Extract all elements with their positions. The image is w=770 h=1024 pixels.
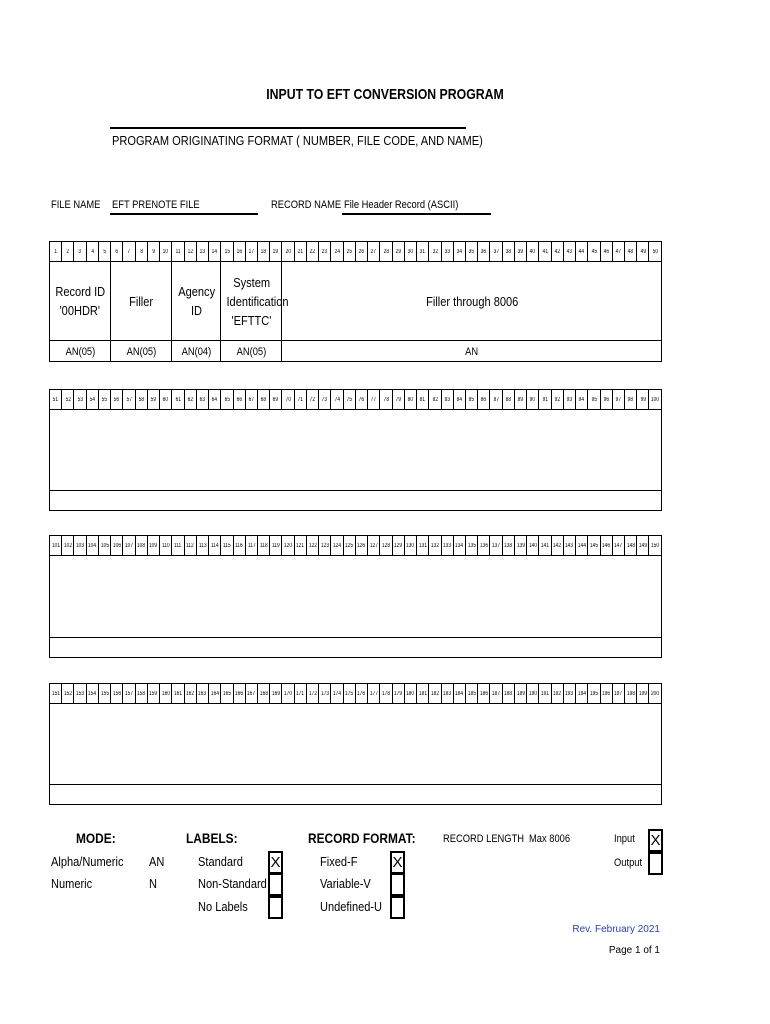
position-cell-58: 58 — [135, 390, 147, 410]
position-cell-26: 26 — [355, 242, 367, 262]
position-cell-116: 116 — [233, 536, 245, 556]
position-cell-156: 156 — [111, 684, 123, 704]
position-cell-70: 70 — [282, 390, 294, 410]
position-cell-87: 87 — [490, 390, 502, 410]
labels-non-standard-label: Non-Standard — [198, 876, 267, 891]
position-cell-191: 191 — [539, 684, 551, 704]
position-cell-198: 198 — [625, 684, 637, 704]
position-cell-178: 178 — [380, 684, 392, 704]
position-cell-158: 158 — [135, 684, 147, 704]
position-cell-171: 171 — [294, 684, 306, 704]
field-filler-through: Filler through 8006 — [282, 262, 662, 341]
page-number: Page 1 of 1 — [608, 945, 660, 956]
position-cell-111: 111 — [172, 536, 184, 556]
field-record-id: Record ID '00HDR' — [50, 262, 111, 341]
position-cell-183: 183 — [441, 684, 453, 704]
position-cell-6: 6 — [111, 242, 123, 262]
record-format-variable-checkbox[interactable] — [390, 873, 405, 896]
position-cell-152: 152 — [62, 684, 74, 704]
labels-no-labels-checkbox[interactable] — [268, 896, 283, 919]
format-filler: AN(05) — [111, 341, 172, 362]
position-cell-93: 93 — [563, 390, 575, 410]
position-cell-193: 193 — [563, 684, 575, 704]
position-cell-126: 126 — [355, 536, 367, 556]
block-2-format — [50, 491, 662, 511]
position-cell-32: 32 — [429, 242, 441, 262]
position-cell-99: 99 — [637, 390, 649, 410]
position-cell-88: 88 — [502, 390, 514, 410]
position-cell-115: 115 — [221, 536, 233, 556]
position-cell-161: 161 — [172, 684, 184, 704]
position-cell-48: 48 — [625, 242, 637, 262]
position-cell-167: 167 — [245, 684, 257, 704]
revision-note: Rev. February 2021 — [572, 924, 660, 935]
labels-standard-checkbox[interactable]: X — [268, 851, 283, 874]
position-cell-42: 42 — [551, 242, 563, 262]
position-cell-98: 98 — [625, 390, 637, 410]
position-cell-118: 118 — [257, 536, 269, 556]
position-cell-91: 91 — [539, 390, 551, 410]
position-cell-52: 52 — [62, 390, 74, 410]
record-format-fixed-label: Fixed-F — [320, 854, 358, 869]
position-cell-157: 157 — [123, 684, 135, 704]
position-cell-80: 80 — [404, 390, 416, 410]
position-cell-155: 155 — [98, 684, 110, 704]
position-cell-73: 73 — [319, 390, 331, 410]
position-cell-49: 49 — [637, 242, 649, 262]
labels-standard-label: Standard — [198, 854, 243, 869]
position-cell-7: 7 — [123, 242, 135, 262]
position-cell-200: 200 — [649, 684, 662, 704]
position-cell-60: 60 — [160, 390, 172, 410]
position-cell-63: 63 — [196, 390, 208, 410]
position-cell-188: 188 — [502, 684, 514, 704]
mode-numeric-label: Numeric — [51, 876, 93, 891]
position-cell-182: 182 — [429, 684, 441, 704]
position-cell-192: 192 — [551, 684, 563, 704]
position-cell-57: 57 — [123, 390, 135, 410]
position-cell-64: 64 — [209, 390, 221, 410]
position-cell-45: 45 — [588, 242, 600, 262]
block-3-body — [50, 556, 662, 638]
position-cell-163: 163 — [196, 684, 208, 704]
io-input-label: Input — [614, 833, 635, 845]
position-cell-138: 138 — [502, 536, 514, 556]
position-cell-129: 129 — [392, 536, 404, 556]
position-cell-14: 14 — [209, 242, 221, 262]
position-cell-30: 30 — [404, 242, 416, 262]
record-format-fixed-checkbox[interactable]: X — [390, 851, 405, 874]
file-name-underline — [110, 213, 258, 215]
position-cell-177: 177 — [368, 684, 380, 704]
position-cell-38: 38 — [502, 242, 514, 262]
position-cell-131: 131 — [417, 536, 429, 556]
record-layout-block-2 — [49, 389, 662, 511]
io-output-label: Output — [614, 857, 643, 869]
position-cell-9: 9 — [147, 242, 159, 262]
position-cell-69: 69 — [270, 390, 282, 410]
position-cell-96: 96 — [600, 390, 612, 410]
position-cell-128: 128 — [380, 536, 392, 556]
position-cell-47: 47 — [612, 242, 624, 262]
position-cell-104: 104 — [86, 536, 98, 556]
position-cell-5: 5 — [98, 242, 110, 262]
record-length-label: RECORD LENGTH — [443, 833, 525, 845]
position-cell-113: 113 — [196, 536, 208, 556]
position-cell-169: 169 — [270, 684, 282, 704]
position-cell-79: 79 — [392, 390, 404, 410]
position-cell-56: 56 — [111, 390, 123, 410]
position-cell-102: 102 — [62, 536, 74, 556]
form-subtitle: PROGRAM ORIGINATING FORMAT ( NUMBER, FILE CODE, AND NAME) — [112, 133, 483, 148]
position-cell-85: 85 — [465, 390, 477, 410]
position-cell-137: 137 — [490, 536, 502, 556]
record-layout-block-1 — [49, 241, 662, 362]
position-cell-81: 81 — [417, 390, 429, 410]
position-cell-3: 3 — [74, 242, 86, 262]
position-cell-1: 1 — [50, 242, 62, 262]
position-cell-68: 68 — [257, 390, 269, 410]
position-cell-127: 127 — [368, 536, 380, 556]
position-cell-53: 53 — [74, 390, 86, 410]
form-title: INPUT TO EFT CONVERSION PROGRAM — [266, 86, 504, 103]
position-cell-29: 29 — [392, 242, 404, 262]
position-cell-125: 125 — [343, 536, 355, 556]
position-cell-72: 72 — [306, 390, 318, 410]
position-cell-100: 100 — [649, 390, 662, 410]
position-cell-142: 142 — [551, 536, 563, 556]
position-cell-172: 172 — [306, 684, 318, 704]
record-format-variable-label: Variable-V — [320, 876, 371, 891]
position-cell-147: 147 — [612, 536, 624, 556]
position-cell-76: 76 — [355, 390, 367, 410]
position-cell-41: 41 — [539, 242, 551, 262]
position-cell-110: 110 — [160, 536, 172, 556]
position-cell-105: 105 — [98, 536, 110, 556]
position-cell-94: 94 — [576, 390, 588, 410]
position-cell-59: 59 — [147, 390, 159, 410]
position-cell-4: 4 — [86, 242, 98, 262]
position-cell-34: 34 — [453, 242, 465, 262]
position-cell-18: 18 — [257, 242, 269, 262]
position-cell-145: 145 — [588, 536, 600, 556]
record-name-value: File Header Record (ASCII) — [344, 199, 459, 211]
position-cell-95: 95 — [588, 390, 600, 410]
position-cell-106: 106 — [111, 536, 123, 556]
position-cell-180: 180 — [404, 684, 416, 704]
position-cell-86: 86 — [478, 390, 490, 410]
position-cell-67: 67 — [245, 390, 257, 410]
position-cell-153: 153 — [74, 684, 86, 704]
position-cell-84: 84 — [453, 390, 465, 410]
position-cell-189: 189 — [514, 684, 526, 704]
position-cell-170: 170 — [282, 684, 294, 704]
position-cell-141: 141 — [539, 536, 551, 556]
format-system-identification: AN(05) — [221, 341, 282, 362]
position-cell-175: 175 — [343, 684, 355, 704]
position-cell-174: 174 — [331, 684, 343, 704]
file-name-value: EFT PRENOTE FILE — [112, 199, 200, 211]
position-cell-31: 31 — [417, 242, 429, 262]
position-cell-8: 8 — [135, 242, 147, 262]
position-cell-82: 82 — [429, 390, 441, 410]
position-cell-184: 184 — [453, 684, 465, 704]
position-cell-16: 16 — [233, 242, 245, 262]
io-input-checkbox[interactable]: X — [648, 829, 663, 852]
position-cell-33: 33 — [441, 242, 453, 262]
position-cell-23: 23 — [319, 242, 331, 262]
position-cell-166: 166 — [233, 684, 245, 704]
position-cell-197: 197 — [612, 684, 624, 704]
position-cell-150: 150 — [649, 536, 662, 556]
record-format-undefined-checkbox[interactable] — [390, 896, 405, 919]
position-cell-28: 28 — [380, 242, 392, 262]
position-cell-151: 151 — [50, 684, 62, 704]
position-cell-149: 149 — [637, 536, 649, 556]
position-cell-190: 190 — [527, 684, 539, 704]
position-cell-146: 146 — [600, 536, 612, 556]
position-cell-121: 121 — [294, 536, 306, 556]
position-cell-196: 196 — [600, 684, 612, 704]
position-cell-22: 22 — [306, 242, 318, 262]
position-cell-21: 21 — [294, 242, 306, 262]
position-cell-148: 148 — [625, 536, 637, 556]
position-cell-37: 37 — [490, 242, 502, 262]
format-agency-id: AN(04) — [172, 341, 221, 362]
labels-no-labels-label: No Labels — [198, 899, 248, 914]
position-cell-17: 17 — [245, 242, 257, 262]
position-cell-62: 62 — [184, 390, 196, 410]
position-cell-112: 112 — [184, 536, 196, 556]
position-cell-2: 2 — [62, 242, 74, 262]
mode-title: MODE: — [76, 830, 116, 846]
position-cell-181: 181 — [417, 684, 429, 704]
position-cell-173: 173 — [319, 684, 331, 704]
position-cell-83: 83 — [441, 390, 453, 410]
position-cell-46: 46 — [600, 242, 612, 262]
block-4-format — [50, 785, 662, 805]
position-cell-140: 140 — [527, 536, 539, 556]
position-cell-123: 123 — [319, 536, 331, 556]
position-cell-78: 78 — [380, 390, 392, 410]
field-system-identification: System Identification 'EFTTC' — [221, 262, 282, 341]
labels-non-standard-checkbox[interactable] — [268, 873, 283, 896]
position-cell-199: 199 — [637, 684, 649, 704]
position-cell-40: 40 — [527, 242, 539, 262]
position-cell-187: 187 — [490, 684, 502, 704]
position-cell-119: 119 — [270, 536, 282, 556]
position-cell-74: 74 — [331, 390, 343, 410]
record-name-underline — [342, 213, 491, 215]
position-cell-162: 162 — [184, 684, 196, 704]
position-cell-144: 144 — [576, 536, 588, 556]
position-cell-11: 11 — [172, 242, 184, 262]
position-cell-51: 51 — [50, 390, 62, 410]
position-cell-132: 132 — [429, 536, 441, 556]
block-4-body — [50, 704, 662, 785]
title-underline — [110, 127, 466, 129]
position-cell-25: 25 — [343, 242, 355, 262]
position-cell-44: 44 — [576, 242, 588, 262]
position-cell-122: 122 — [306, 536, 318, 556]
position-cell-117: 117 — [245, 536, 257, 556]
field-record-id-text: Record ID — [55, 284, 105, 299]
position-cell-19: 19 — [270, 242, 282, 262]
position-cell-168: 168 — [257, 684, 269, 704]
position-cell-133: 133 — [441, 536, 453, 556]
position-cell-185: 185 — [465, 684, 477, 704]
position-cell-39: 39 — [514, 242, 526, 262]
position-cell-97: 97 — [612, 390, 624, 410]
labels-title: LABELS: — [186, 830, 238, 846]
position-cell-154: 154 — [86, 684, 98, 704]
mode-alpha-numeric-code: AN — [149, 854, 165, 869]
block-3-format — [50, 638, 662, 658]
position-cell-136: 136 — [478, 536, 490, 556]
position-cell-176: 176 — [355, 684, 367, 704]
record-layout-block-4 — [49, 683, 662, 805]
position-cell-90: 90 — [527, 390, 539, 410]
format-record-id: AN(05) — [50, 341, 111, 362]
position-cell-10: 10 — [160, 242, 172, 262]
position-cell-179: 179 — [392, 684, 404, 704]
position-cell-120: 120 — [282, 536, 294, 556]
position-cell-114: 114 — [209, 536, 221, 556]
position-cell-186: 186 — [478, 684, 490, 704]
position-cell-65: 65 — [221, 390, 233, 410]
io-output-checkbox[interactable] — [648, 852, 663, 875]
position-cell-55: 55 — [98, 390, 110, 410]
record-length-value: Max 8006 — [529, 833, 571, 845]
format-filler-through: AN — [282, 341, 662, 362]
position-cell-61: 61 — [172, 390, 184, 410]
position-cell-135: 135 — [465, 536, 477, 556]
position-cell-101: 101 — [50, 536, 62, 556]
position-cell-139: 139 — [514, 536, 526, 556]
position-cell-54: 54 — [86, 390, 98, 410]
position-cell-35: 35 — [465, 242, 477, 262]
record-layout-block-3 — [49, 535, 662, 658]
file-name-label: FILE NAME — [51, 199, 101, 211]
record-format-undefined-label: Undefined-U — [320, 899, 383, 914]
mode-alpha-numeric-label: Alpha/Numeric — [51, 854, 124, 869]
position-cell-12: 12 — [184, 242, 196, 262]
position-cell-71: 71 — [294, 390, 306, 410]
position-cell-195: 195 — [588, 684, 600, 704]
position-cell-159: 159 — [147, 684, 159, 704]
position-cell-109: 109 — [147, 536, 159, 556]
position-cell-24: 24 — [331, 242, 343, 262]
block-2-body — [50, 410, 662, 491]
position-cell-15: 15 — [221, 242, 233, 262]
record-name-label: RECORD NAME — [271, 199, 342, 211]
position-cell-160: 160 — [160, 684, 172, 704]
position-cell-165: 165 — [221, 684, 233, 704]
position-cell-124: 124 — [331, 536, 343, 556]
position-cell-143: 143 — [563, 536, 575, 556]
position-cell-66: 66 — [233, 390, 245, 410]
position-cell-103: 103 — [74, 536, 86, 556]
position-cell-36: 36 — [478, 242, 490, 262]
position-cell-75: 75 — [343, 390, 355, 410]
position-cell-43: 43 — [563, 242, 575, 262]
position-cell-20: 20 — [282, 242, 294, 262]
position-cell-130: 130 — [404, 536, 416, 556]
position-cell-50: 50 — [649, 242, 662, 262]
position-cell-134: 134 — [453, 536, 465, 556]
position-cell-164: 164 — [209, 684, 221, 704]
position-cell-77: 77 — [368, 390, 380, 410]
position-cell-107: 107 — [123, 536, 135, 556]
position-cell-108: 108 — [135, 536, 147, 556]
position-cell-92: 92 — [551, 390, 563, 410]
field-agency-id: Agency ID — [172, 262, 221, 341]
position-cell-27: 27 — [368, 242, 380, 262]
record-format-title: RECORD FORMAT: — [308, 830, 416, 846]
position-cell-194: 194 — [576, 684, 588, 704]
position-cell-13: 13 — [196, 242, 208, 262]
position-cell-89: 89 — [514, 390, 526, 410]
mode-numeric-code: N — [149, 876, 157, 891]
field-filler: Filler — [111, 262, 172, 341]
